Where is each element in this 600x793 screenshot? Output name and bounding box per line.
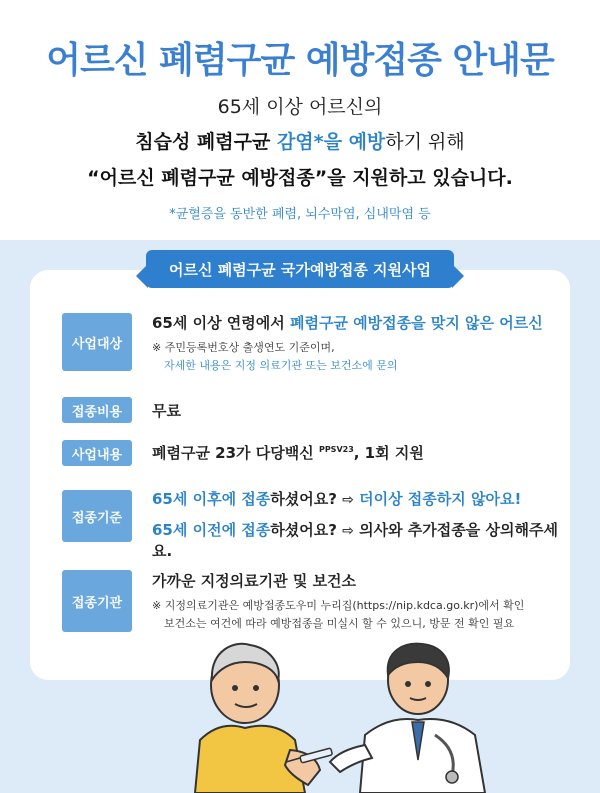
- intro-line-2-part-a: 침습성 폐렴구균: [135, 131, 277, 153]
- label-agency: 접종기관: [62, 570, 132, 632]
- target-main-a: 65세 이상 연령에서: [152, 314, 290, 332]
- criteria-line-1: [152, 488, 572, 509]
- cost-content: [152, 400, 572, 421]
- hero-section: [0, 0, 600, 240]
- criteria-2-a: 65세 이전에 접종: [152, 521, 271, 539]
- target-main: [152, 312, 572, 333]
- program-ribbon: 어르신 폐렴구균 국가예방접종 지원사업: [146, 250, 454, 288]
- arrow-icon: ⇨: [342, 523, 354, 539]
- intro-line-2-part-c: 하기 위해: [385, 131, 465, 153]
- intro-line-2: [0, 127, 600, 154]
- label-criteria: 접종기준: [62, 490, 132, 542]
- patient-illustration: [195, 644, 320, 793]
- vaccination-illustration: [190, 640, 570, 793]
- target-sub-2: 자세한 내용은 지정 의료기관 또는 보건소에 문의: [164, 359, 398, 372]
- footnote: *균혈증을 동반한 폐렴, 뇌수막염, 심내막염 등: [169, 207, 431, 222]
- criteria-2-b: 하셨어요?: [270, 521, 343, 539]
- criteria-1-b: 하셨어요?: [270, 490, 343, 508]
- cost-main: 무료: [152, 402, 181, 420]
- agency-content: [152, 570, 572, 633]
- program-content-b: , 1회 지원: [353, 444, 424, 462]
- target-main-b: 폐렴구균 예방접종을 맞지 않은 어르신: [289, 314, 543, 332]
- arrow-icon: ⇨: [342, 492, 354, 508]
- program-content-main: [152, 442, 572, 463]
- criteria-1-a: 65세 이후에 접종: [152, 490, 271, 508]
- criteria-line-2: [152, 519, 572, 561]
- label-target: 사업대상: [62, 313, 132, 371]
- criteria-content: [152, 488, 572, 561]
- intro-line-2-highlight: 감염*을 예방: [276, 131, 386, 153]
- page-title: 어르신 폐렴구균 예방접종 안내문: [46, 40, 554, 81]
- intro-line-3: “어르신 폐렴구균 예방접종”을 지원하고 있습니다.: [87, 167, 513, 189]
- target-sub: [152, 339, 572, 375]
- criteria-2-c: 의사와 추가접종을 상의해주세요.: [152, 521, 558, 560]
- target-content: [152, 312, 572, 375]
- label-program-content: 사업내용: [62, 440, 132, 466]
- target-sub-1: ※ 주민등록번호상 출생연도 기준이며,: [152, 341, 335, 354]
- agency-sub-2: 보건소는 여건에 따라 예방접종을 미실시 할 수 있으니, 방문 전 확인 필요: [164, 617, 515, 630]
- program-content-a: 폐렴구균 23가 다당백신: [152, 444, 319, 462]
- agency-sub: [152, 597, 572, 633]
- program-content-sup: PPSV23: [318, 445, 354, 454]
- criteria-1-c: 더이상 접종하지 않아요!: [353, 490, 522, 508]
- label-cost: 접종비용: [62, 397, 132, 423]
- intro-line-1: 65세 이상 어르신의: [217, 96, 383, 118]
- agency-main: 가까운 지정의료기관 및 보건소: [152, 572, 357, 590]
- program-content: [152, 442, 572, 463]
- agency-sub-1: ※ 지정의료기관은 예방접종도우미 누리집(https://nip.kdca.go.kr)에서 확인: [152, 599, 525, 612]
